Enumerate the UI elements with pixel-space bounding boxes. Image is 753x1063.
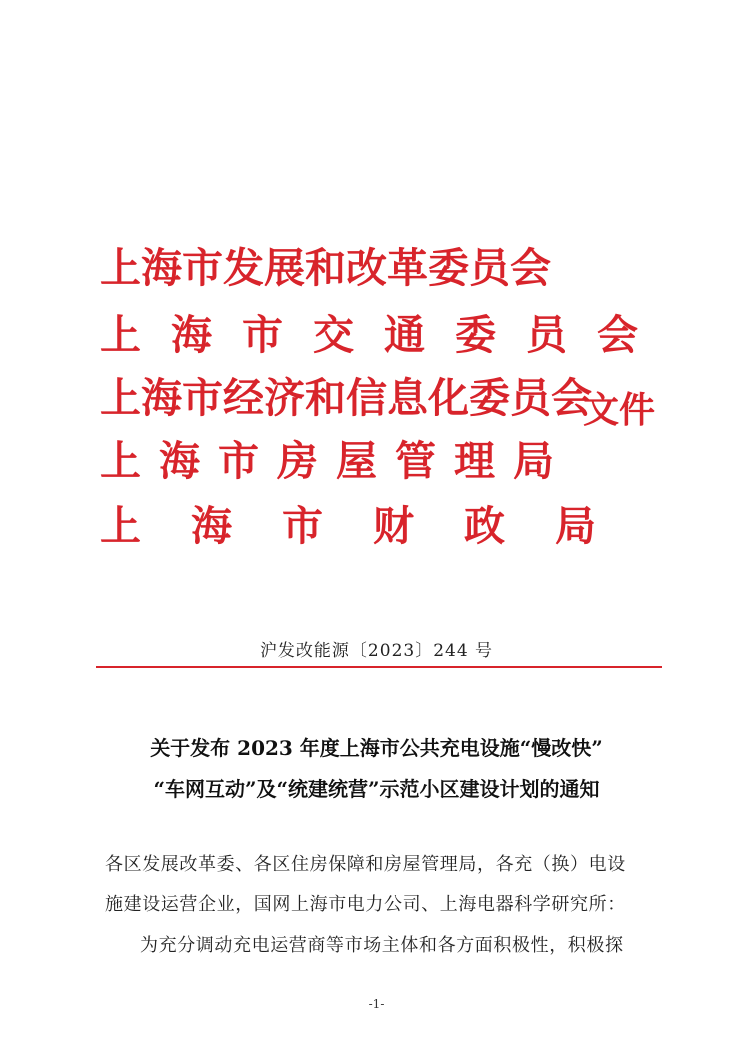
body-text-line-3: 为充分调动充电运营商等市场主体和各方面积极性，积极探 [140, 935, 624, 956]
header-divider [96, 666, 662, 668]
body-text-line-1: 各区发展改革委、各区住房保障和房屋管理局，各充（换）电设 [105, 854, 626, 875]
document-type-label: 文件 [583, 389, 656, 431]
issuing-agency-1: 上海市发展和改革委员会 [100, 244, 551, 292]
page-number: -1- [368, 997, 385, 1011]
body-text-line-2: 施建设运营企业，国网上海市电力公司、上海电器科学研究所： [105, 894, 626, 915]
issuing-agency-5: 上海市财政局 [100, 502, 646, 550]
document-number: 沪发改能源〔2023〕244 号 [259, 641, 494, 661]
issuing-agency-4: 上海市房屋管理局 [100, 437, 572, 485]
notice-title-line-2: “车网互动”及“统建统营”示范小区建设计划的通知 [153, 777, 600, 801]
notice-title-line-1: 关于发布 2023 年度上海市公共充电设施“慢改快” [150, 736, 603, 760]
issuing-agency-2: 上海市交通委员会 [100, 311, 668, 359]
issuing-agency-3: 上海市经济和信息化委员会 [100, 374, 592, 422]
